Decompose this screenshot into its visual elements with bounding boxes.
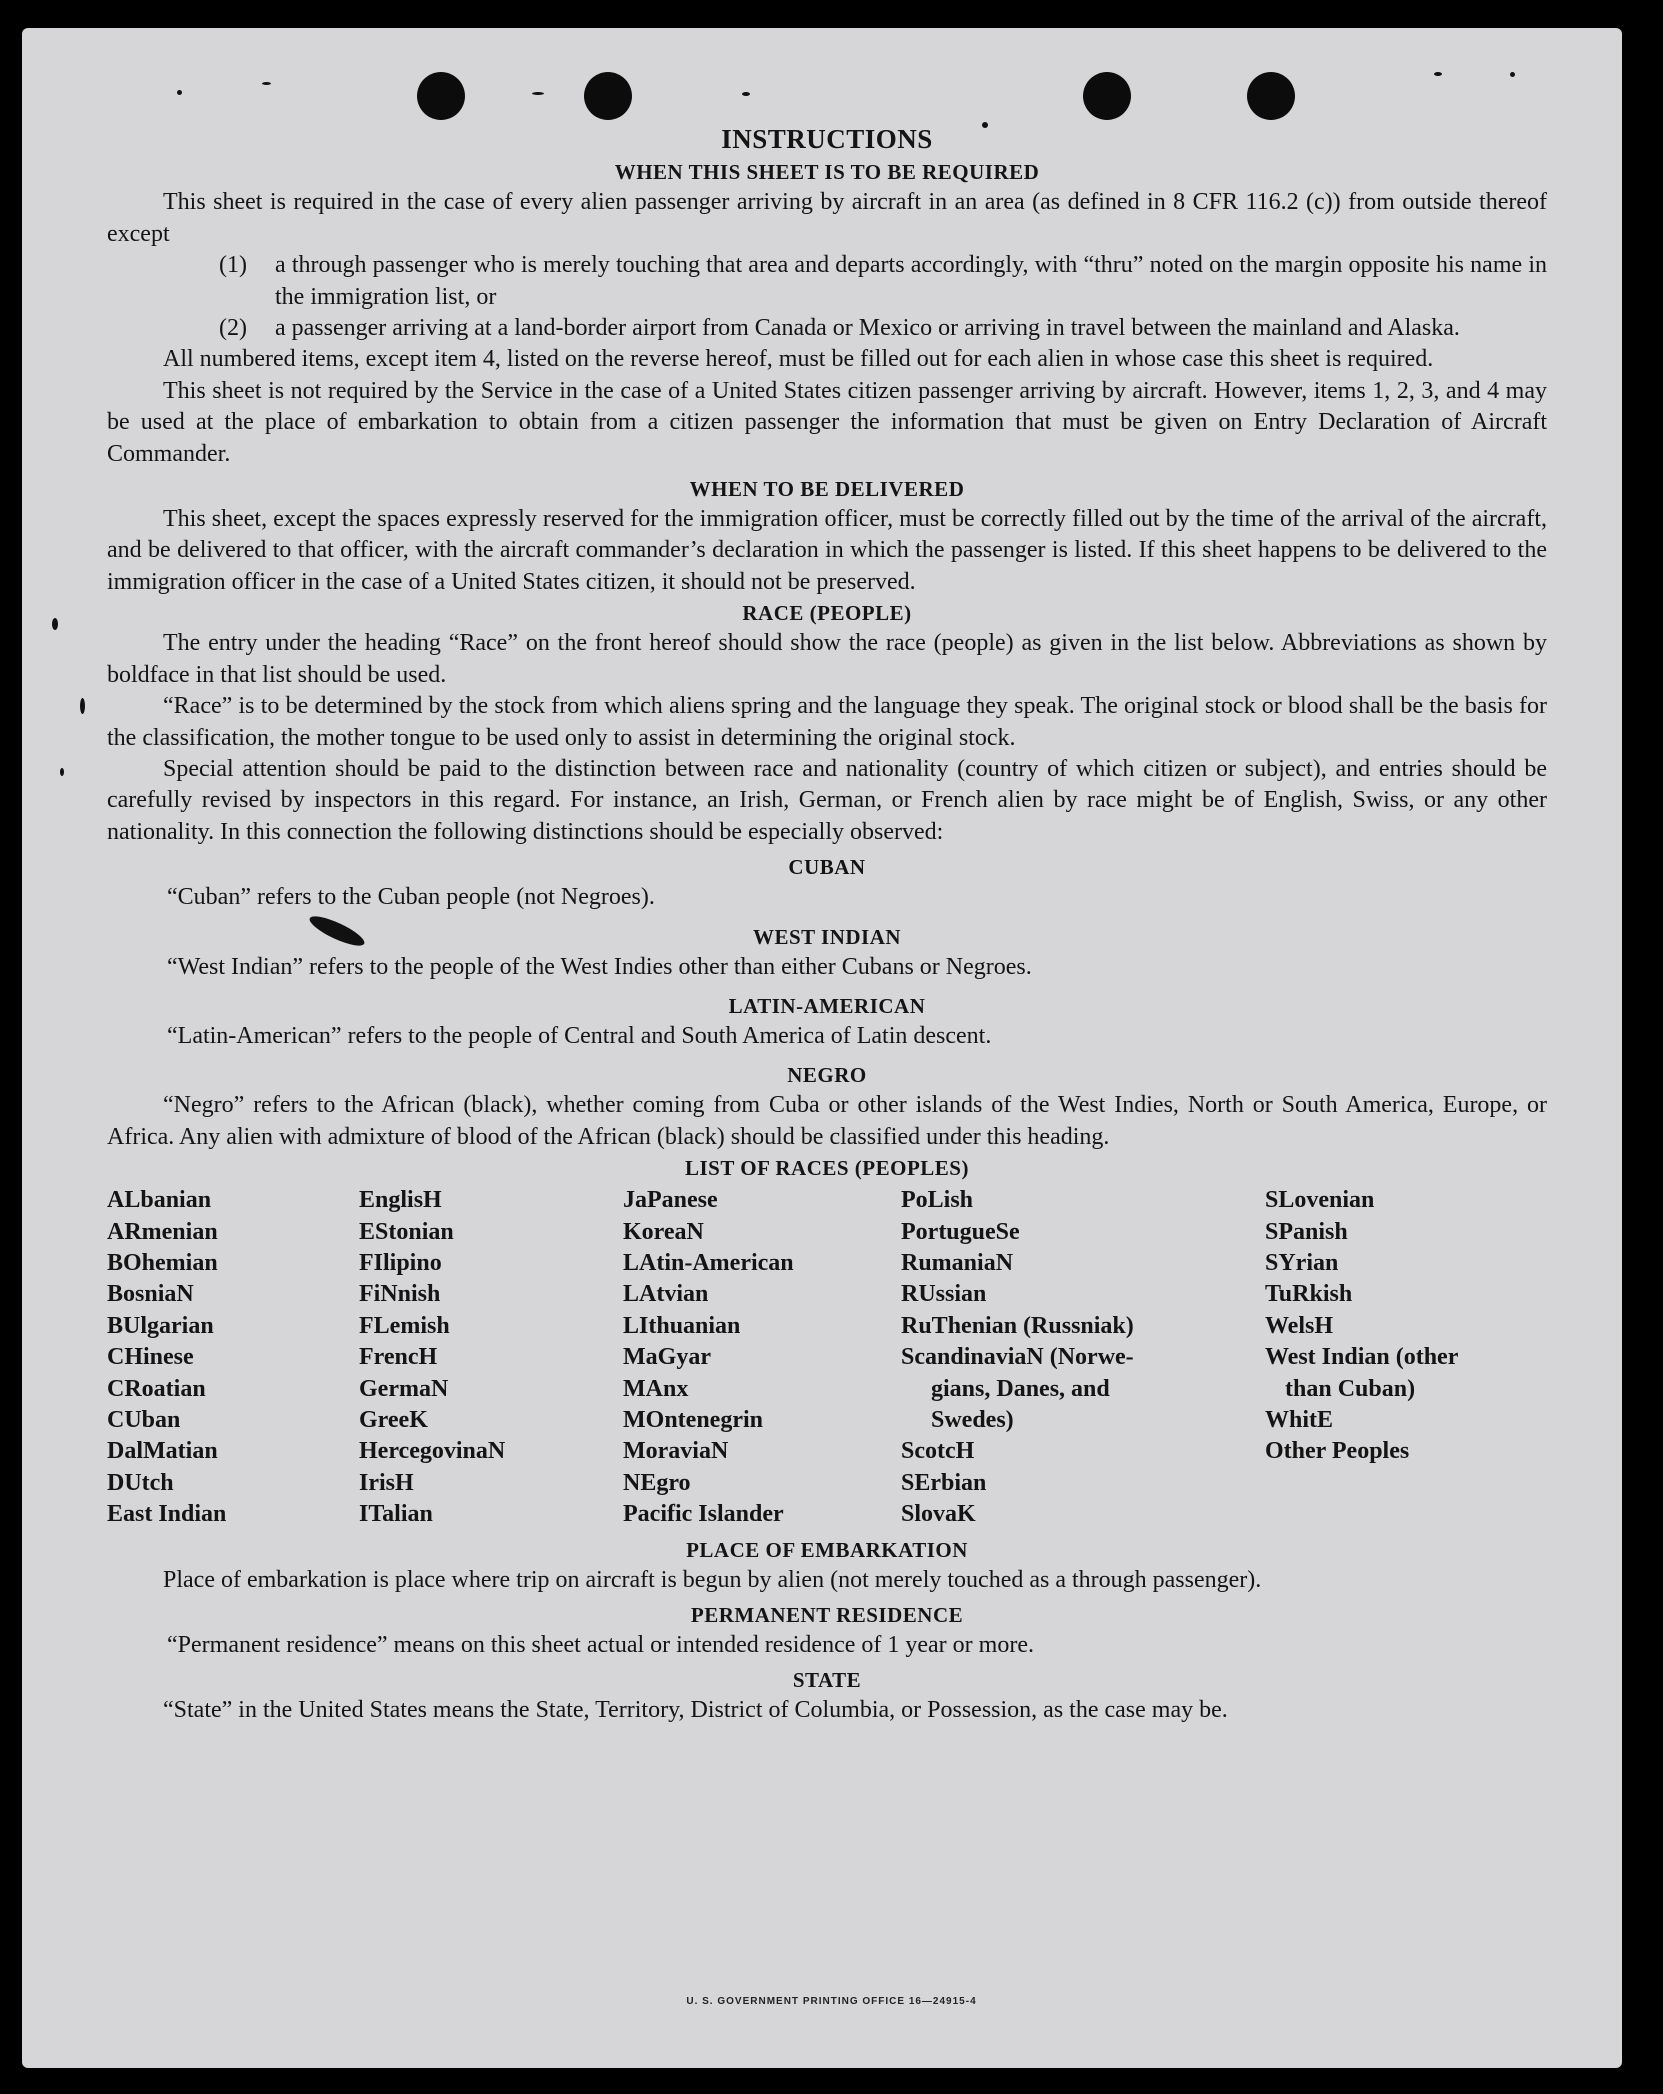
paragraph: All numbered items, except item 4, listed on the reverse hereof, must be filled out for each alien in whose case this sheet is required. <box>163 346 1434 373</box>
races-column <box>901 1185 1265 1530</box>
page-title: INSTRUCTIONS <box>721 124 933 154</box>
race-item: SErbian <box>901 1469 987 1496</box>
race-item: gians, Danes, and <box>931 1375 1110 1402</box>
paragraph: “State” in the United States means the State, Territory, District of Columbia, or Possession, as the case may be. <box>163 1697 1228 1724</box>
ink-speck <box>80 698 85 714</box>
races-column <box>107 1185 359 1530</box>
paragraph: “Latin-American” refers to the people of Central and South America of Latin descent. <box>167 1022 992 1049</box>
races-column <box>623 1185 901 1530</box>
section-heading: CUBAN <box>788 855 866 880</box>
paragraph: “Cuban” refers to the Cuban people (not Negroes). <box>167 884 655 911</box>
race-item: SYrian <box>1265 1249 1339 1276</box>
race-item: PoLish <box>901 1187 974 1214</box>
ink-speck <box>1434 72 1442 76</box>
paragraph: This sheet is not required by the Service in the case of a United States citizen passenger arriving by aircraft. However, items 1, 2, 3, and 4 may be used at the place of embarkation to obtain from a citizen passenger the information that must be given on Entry Declaration of Aircraft Commander. <box>107 377 1547 467</box>
race-item: ITalian <box>359 1501 433 1528</box>
race-item: NEgro <box>623 1469 691 1496</box>
section-heading: WHEN THIS SHEET IS TO BE REQUIRED <box>614 160 1040 185</box>
race-item: LAtvian <box>623 1281 709 1308</box>
race-item: RUssian <box>901 1281 987 1308</box>
section-heading: PERMANENT RESIDENCE <box>690 1603 964 1628</box>
race-item: RumaniaN <box>901 1249 1014 1276</box>
race-item: ARmenian <box>107 1218 218 1245</box>
race-item: BOhemian <box>107 1249 218 1276</box>
paragraph: Special attention should be paid to the distinction between race and nationality (country of which citizen or subject), and entries should be carefully revised by inspectors in this regard. For instance, an Irish, German, or French alien by race might be of English, Swiss, or any other nationality. In this connection the following distinctions should be especially observed: <box>107 755 1547 845</box>
section-heading: LIST OF RACES (PEOPLES) <box>685 1156 969 1181</box>
race-item: RuThenian (Russniak) <box>901 1312 1134 1339</box>
race-item: SLovenian <box>1265 1187 1375 1214</box>
ink-speck <box>60 768 64 776</box>
race-item: KoreaN <box>623 1218 704 1245</box>
ink-speck <box>1510 72 1515 77</box>
list-item <box>107 250 1547 313</box>
race-item: FIlipino <box>359 1249 442 1276</box>
ink-speck <box>262 82 271 85</box>
paragraph: This sheet, except the spaces expressly reserved for the immigration officer, must be correctly filled out by the time of the arrival of the aircraft, and be delivered to that officer, with the aircraft commander’s declaration in which the passenger is listed. If this sheet happens to be delivered to the immigration officer in the case of a United States citizen, it should not be preserved. <box>107 506 1547 595</box>
race-item: MoraviaN <box>623 1438 729 1465</box>
race-item: EnglisH <box>359 1187 442 1214</box>
race-item: MAnx <box>623 1375 689 1402</box>
race-item: MOntenegrin <box>623 1407 763 1433</box>
race-item: FLemish <box>359 1312 450 1339</box>
race-item: CUban <box>107 1407 181 1433</box>
section-heading: WEST INDIAN <box>752 924 902 949</box>
race-item: WelsH <box>1265 1312 1334 1339</box>
race-item: BosniaN <box>107 1281 194 1308</box>
list-text: a through passenger who is merely touching that area and departs accordingly, with “thru” noted on the margin opposite his name in the immigration list, or <box>275 252 1547 310</box>
race-item: FrencH <box>359 1344 438 1371</box>
punch-hole <box>417 72 465 120</box>
ink-speck <box>742 92 750 96</box>
ink-speck <box>532 92 544 95</box>
race-item: SPanish <box>1265 1218 1348 1245</box>
race-item: Other Peoples <box>1265 1438 1410 1465</box>
list-text: a passenger arriving at a land-border airport from Canada or Mexico or arriving in travel between the mainland and Alaska. <box>275 315 1460 342</box>
race-item: ALbanian <box>107 1187 212 1214</box>
race-item: TuRkish <box>1265 1281 1353 1308</box>
paragraph: “West Indian” refers to the people of the West Indies other than either Cubans or Negroes. <box>167 953 1032 980</box>
paragraph: The entry under the heading “Race” on the front hereof should show the race (people) as given in the list below. Abbreviations as shown by boldface in that list should be used. <box>107 630 1547 688</box>
section-heading: WHEN TO BE DELIVERED <box>689 477 965 502</box>
paragraph: This sheet is required in the case of every alien passenger arriving by aircraft in an area (as defined in 8 CFR 116.2 (c)) from outside thereof except <box>107 189 1547 247</box>
race-item: JaPanese <box>623 1187 718 1214</box>
race-item: FiNnish <box>359 1281 441 1308</box>
race-item: CRoatian <box>107 1375 206 1402</box>
races-list <box>107 1185 1547 1530</box>
race-item: East Indian <box>107 1501 227 1528</box>
race-item: Pacific Islander <box>623 1501 784 1528</box>
ink-speck <box>177 90 182 95</box>
list-number: (1) <box>219 252 247 279</box>
race-item: ScotcH <box>901 1438 975 1465</box>
paragraph: “Negro” refers to the African (black), whether coming from Cuba or other islands of the West Indies, North or South America, Europe, or Africa. Any alien with admixture of blood of the African (black) should be classified under this heading. <box>107 1092 1547 1150</box>
race-item: EStonian <box>359 1218 454 1245</box>
race-item: LIthuanian <box>623 1312 741 1339</box>
race-item: WhitE <box>1265 1407 1334 1433</box>
printer-imprint: U. S. GOVERNMENT PRINTING OFFICE 16—24915-4 <box>686 1996 977 2007</box>
ink-speck <box>52 618 58 630</box>
race-item: than Cuban) <box>1285 1375 1416 1402</box>
race-item: DUtch <box>107 1469 174 1496</box>
section-heading: RACE (PEOPLE) <box>742 601 912 626</box>
list-item <box>107 313 1547 344</box>
punch-hole <box>1083 72 1131 120</box>
races-column <box>359 1185 623 1530</box>
race-item: IrisH <box>359 1469 414 1496</box>
paragraph: “Race” is to be determined by the stock from which aliens spring and the language they speak. The original stock or blood shall be the basis for the classification, the mother tongue to be used only to assist in determining the original stock. <box>107 693 1547 751</box>
race-item: GreeK <box>359 1407 428 1433</box>
punch-hole <box>584 72 632 120</box>
punch-hole <box>1247 72 1295 120</box>
race-item: DalMatian <box>107 1438 218 1465</box>
race-item: MaGyar <box>623 1344 711 1371</box>
section-heading: PLACE OF EMBARKATION <box>686 1537 968 1562</box>
section-heading: STATE <box>792 1668 862 1693</box>
race-item: West Indian (other <box>1265 1344 1459 1371</box>
race-item: ScandinaviaN (Norwe- <box>901 1344 1134 1371</box>
race-item: PortugueSe <box>901 1218 1020 1245</box>
list-number: (2) <box>219 315 247 342</box>
paragraph: “Permanent residence” means on this sheet actual or intended residence of 1 year or more. <box>167 1632 1034 1659</box>
race-item: LAtin-American <box>623 1249 794 1276</box>
section-heading: LATIN-AMERICAN <box>728 993 926 1018</box>
race-item: CHinese <box>107 1344 194 1371</box>
race-item: GermaN <box>359 1375 449 1402</box>
paragraph: Place of embarkation is place where trip on aircraft is begun by alien (not merely touched as a through passenger). <box>163 1566 1262 1593</box>
instructions-content <box>107 124 1547 1727</box>
race-item: SlovaK <box>901 1501 976 1528</box>
race-item: BUlgarian <box>107 1312 214 1339</box>
races-column <box>1265 1185 1525 1530</box>
race-item: HercegovinaN <box>359 1438 506 1465</box>
race-item: Swedes) <box>931 1407 1014 1433</box>
section-heading: NEGRO <box>787 1063 867 1088</box>
